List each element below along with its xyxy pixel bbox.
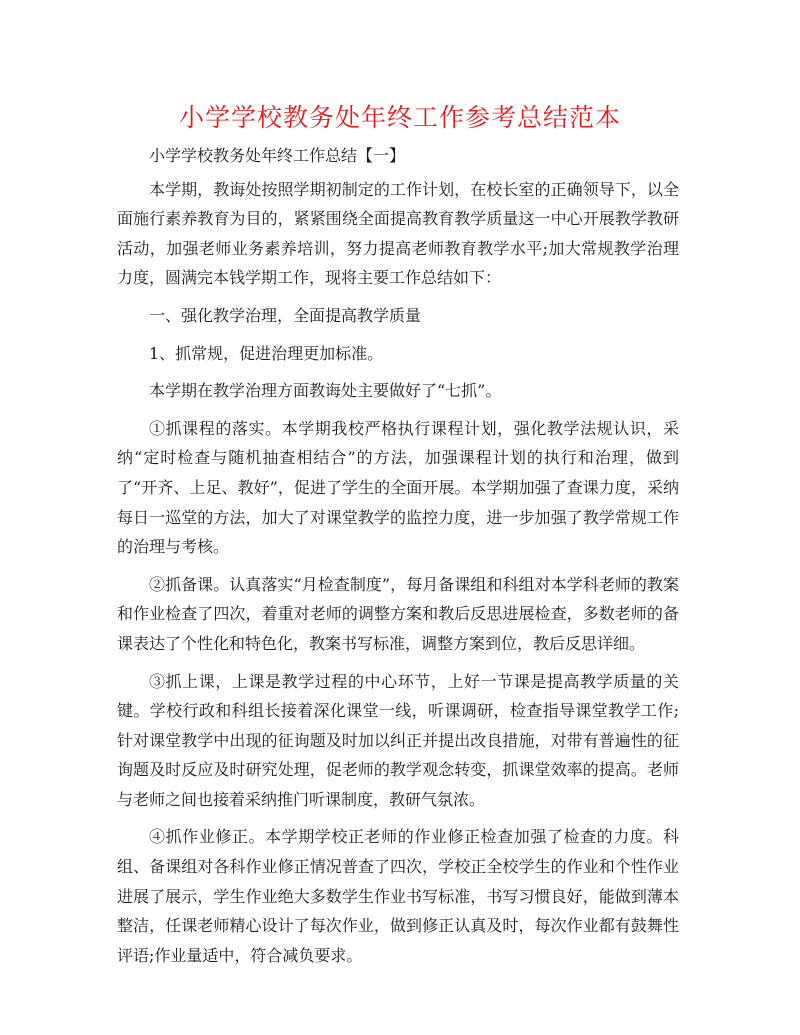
body-paragraph: ④抓作业修正。本学期学校正老师的作业修正检查加强了检查的力度。科组、备课组对各科作业修正情况普查了四次，学校正全校学生的作业和个性作业进展了展示，学生作业绝大多数学生作业书写标准，书写习惯良好，能做到薄本整洁，任课老师精心设计了每次作业，做到修正认真及时，每次作业都有鼓舞性评语;作业量适中，符合减负要求。 [117,827,679,965]
intro-paragraph: 本学期，教诲处按照学期初制定的工作计划，在校长室的正确领导下，以全面施行素养教育为目的，紧紧围绕全面提高教育教学质量这一中心开展教学教研活动，加强老师业务素养培训，努力提高老师教育教学水平;加大常规教学治理力度，圆满完本钱学期工作，现将主要工作总结如下： [117,179,679,288]
document-title: 小学学校教务处年终工作参考总结范本 [178,103,621,132]
section-subtitle: 小学学校教务处年终工作总结【一】 [149,146,406,165]
body-paragraph: ①抓课程的落实。本学期我校严格执行课程计划，强化教学法规认识，采纳“定时检查与随机抽查相结合”的方法，加强课程计划的执行和治理，做到了“开齐、上足、教好”，促进了学生的全面开展。本学期加强了查课力度，采纳每日一巡堂的方法，加大了对课堂教学的监控力度，进一步加强了教学常规工作的治理与考核。 [117,418,679,557]
body-paragraph: ②抓备课。认真落实“月检查制度”，每月备课组和科组对本学科老师的教案和作业检查了四次，着重对老师的调整方案和教后反思进展检查，多数老师的备课表达了个性化和特色化，教案书写标准，调整方案到位，教后反思详细。 [117,574,679,653]
body-paragraph: ③抓上课，上课是教学过程的中心环节，上好一节课是提高教学质量的关键。学校行政和科组长接着深化课堂一线，听课调研，检查指导课堂教学工作;针对课堂教学中出现的征询题及时加以纠正并提出改良措施，对带有普遍性的征询题及时反应及时研究处理，促老师的教学观念转变，抓课堂效率的提高。老师与老师之间也接着采纳推门听课制度，教研气氛浓。 [117,671,679,809]
body-paragraph: 本学期在教学治理方面教诲处主要做好了“七抓”。 [149,381,502,401]
document-body [117,141,679,978]
subsection-heading: 1、抓常规，促进治理更加标准。 [149,343,384,363]
section-heading: 一、强化教学治理，全面提高教学质量 [149,305,422,325]
